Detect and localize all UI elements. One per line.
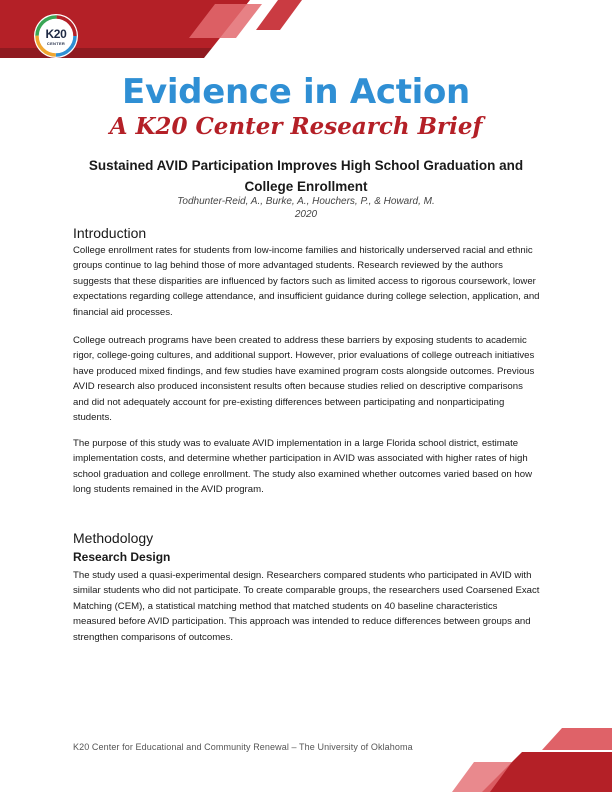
page-subtitle: A K20 Center Research Brief [109,113,483,140]
logo-wordmark: K20 [45,27,67,41]
article-headline: Sustained AVID Participation Improves High School Graduation and College Enrollment [88,158,524,194]
introduction-paragraph: College enrollment rates for students from low-income families and historically underserved racial and ethnic groups continue to lag behind those of more advantaged students. Research reviewed by the authors suggests that these disparities are influenced by factors such as limited access to rigorous coursework, lower expectations regarding college attendance, and insufficient guidance during college selection, application, and financial aid processes. [73,245,540,318]
k20-logo [34,14,78,58]
page-title: Evidence in Action [122,72,470,112]
header-banner [0,0,612,60]
article-year: 2020 [294,209,318,220]
methodology-paragraph: The study used a quasi-experimental design. Researchers compared students who participated in AVID with similar students who did not participate. To create comparable groups, the researchers used Coarsened Exact Matching (CEM), a statistical matching method that matched students on 40 baseline characteristics measured before AVID participation. This approach was intended to reduce differences between groups and strengthen comparisons of outcomes. [73,570,540,643]
page-footer: K20 Center for Educational and Community Renewal – The University of Oklahoma [73,742,413,752]
introduction-paragraph: College outreach programs have been created to address these barriers by exposing students to academic rigor, college-going cultures, and additional support. However, prior evaluations of college outreach initiatives have produced mixed findings, and few studies have examined program costs alongside outcomes. Previous AVID research also produced inconsistent results often because studies relied on descriptive comparisons and did not adequately account for pre-existing differences between participating and nonparticipating students. [73,335,535,424]
article-authors: Todhunter-Reid, A., Burke, A., Houchers, P., & Howard, M. [177,196,435,207]
research-design-subheading: Research Design [73,550,171,564]
introduction-heading: Introduction [73,225,147,241]
introduction-paragraph: The purpose of this study was to evaluate AVID implementation in a large Florida school district, estimate implementation costs, and determine whether participation in AVID was associated with higher rates of high school graduation and college enrollment. The study also examined whether outcomes varied based on how long students remained in the AVID program. [73,438,533,496]
footer-decoration [412,722,612,792]
logo-subtext: CENTER [46,41,66,46]
methodology-heading: Methodology [73,530,154,546]
